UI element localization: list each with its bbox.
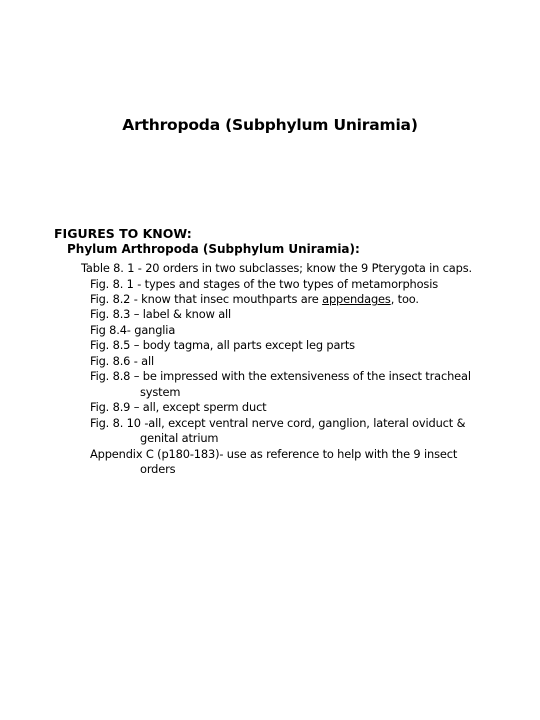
appendix-c-line: Appendix C (p180-183)- use as reference to help with the 9 insect <box>90 447 458 461</box>
fig-8-1-line: Fig. 8. 1 - types and stages of the two types of metamorphosis <box>90 277 439 291</box>
table-line: Table 8. 1 - 20 orders in two subclasses; know the 9 Pterygota in caps. <box>81 261 472 275</box>
appendages-underlined: appendages <box>322 292 391 306</box>
fig-8-4-line: Fig 8.4- ganglia <box>90 323 176 337</box>
fig-8-5-line: Fig. 8.5 – body tagma, all parts except leg parts <box>90 338 355 352</box>
figures-heading: FIGURES TO KNOW: <box>54 226 192 241</box>
fig-8-10-line: Fig. 8. 10 -all, except ventral nerve cord, ganglion, lateral oviduct & <box>90 416 466 430</box>
appendix-c-line-continued: orders <box>140 462 176 476</box>
fig-8-8-line-continued: system <box>140 385 181 399</box>
fig-8-2-text: Fig. 8.2 - know that insec mouthparts are <box>90 292 323 306</box>
fig-8-8-line: Fig. 8.8 – be impressed with the extensiveness of the insect tracheal <box>90 369 471 383</box>
phylum-heading: Phylum Arthropoda (Subphylum Uniramia): <box>67 242 360 256</box>
fig-8-10-line-continued: genital atrium <box>140 431 219 445</box>
fig-8-3-line: Fig. 8.3 – label & know all <box>90 307 232 321</box>
fig-8-9-line: Fig. 8.9 – all, except sperm duct <box>90 400 267 414</box>
fig-8-6-line: Fig. 8.6 - all <box>90 354 155 368</box>
fig-8-2-text-end: , too. <box>390 292 419 306</box>
fig-8-2-line <box>90 292 419 306</box>
page-title: Arthropoda (Subphylum Uniramia) <box>122 116 418 134</box>
